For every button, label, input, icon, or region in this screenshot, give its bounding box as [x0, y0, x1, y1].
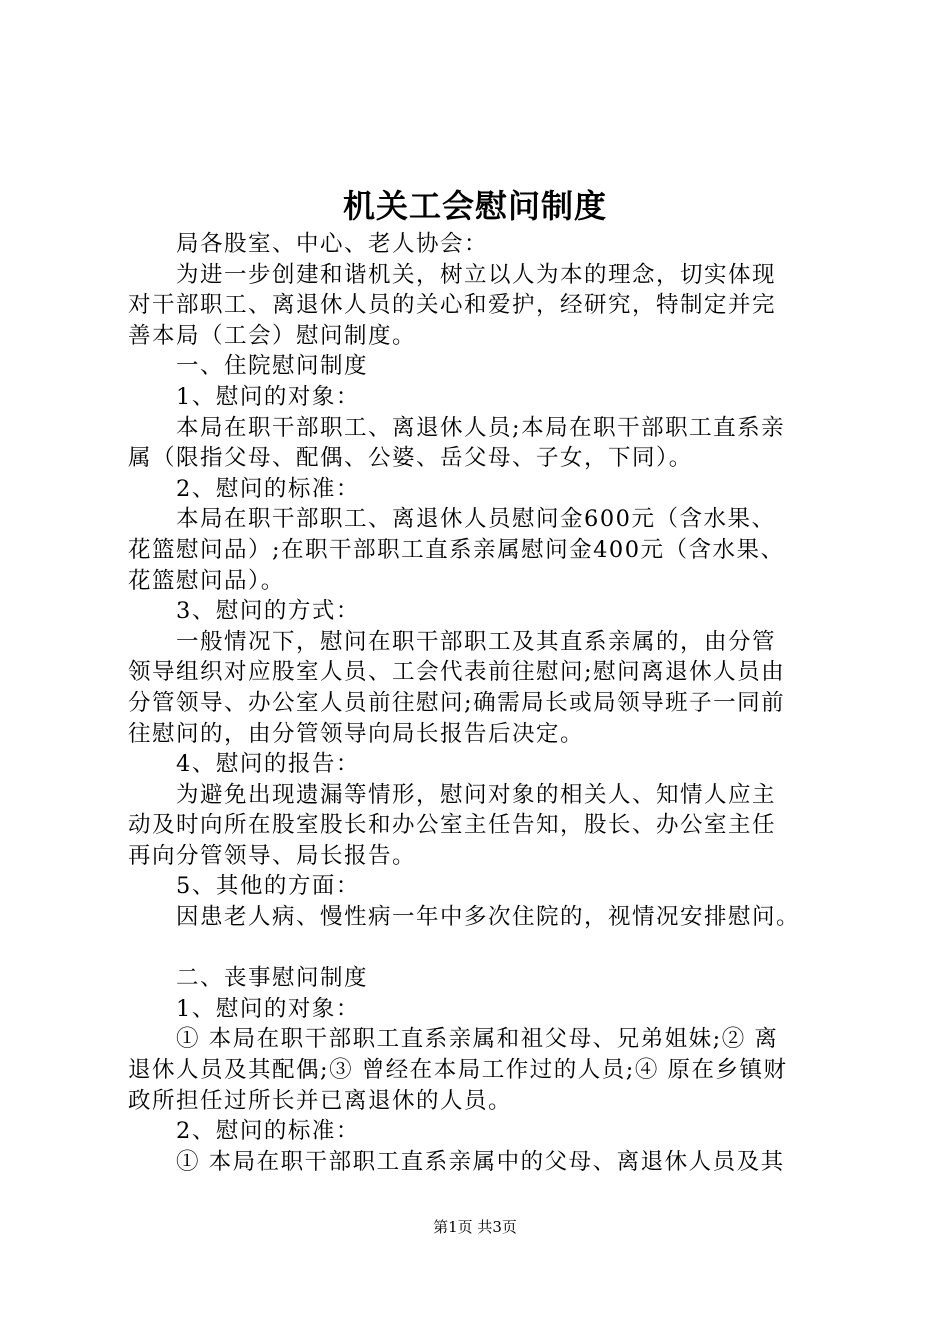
body-line: 一般情况下，慰问在职干部职工及其直系亲属的，由分管	[128, 628, 777, 655]
body-line: 因患老人病、慢性病一年中多次住院的，视情况安排慰问。	[128, 904, 801, 931]
body-line: 分管领导、办公室人员前往慰问;确需局长或局领导班子一同前	[128, 689, 786, 716]
body-line: 4、慰问的报告：	[128, 751, 360, 778]
body-line: 本局在职干部职工、离退休人员;本局在职干部职工直系亲	[128, 414, 786, 441]
body-line: 局各股室、中心、老人协会：	[128, 231, 489, 257]
body-line: 再向分管领导、局长报告。	[128, 842, 417, 869]
document-body	[128, 229, 840, 1177]
body-line: 退休人员及其配偶;③ 曾经在本局工作过的人员;④ 原在乡镇财	[128, 1057, 788, 1084]
body-line: 对干部职工、离退休人员的关心和爱护，经研究，特制定并完	[128, 292, 777, 319]
body-line: 领导组织对应股室人员、工会代表前往慰问;慰问离退休人员由	[128, 659, 786, 686]
body-line: 动及时向所在股室股长和办公室主任告知，股长、办公室主任	[128, 812, 777, 839]
body-line: 本局在职干部职工、离退休人员慰问金600元（含水果、	[128, 506, 776, 533]
body-line: 属（限指父母、配偶、公婆、岳父母、子女，下同）。	[128, 445, 693, 472]
body-line: 花篮慰问品）;在职干部职工直系亲属慰问金400元（含水果、	[128, 536, 785, 563]
body-line: 一、住院慰问制度	[128, 353, 369, 380]
body-line: 二、丧事慰问制度	[128, 965, 369, 992]
body-line: 政所担任过所长并已离退休的人员。	[128, 1087, 513, 1114]
body-line: 5、其他的方面：	[128, 873, 360, 900]
body-line: 1、慰问的对象：	[128, 995, 360, 1022]
body-line: 1、慰问的对象：	[128, 383, 360, 410]
body-line: 善本局（工会）慰问制度。	[128, 322, 417, 349]
body-line: 为进一步创建和谐机关，树立以人为本的理念，切实体现	[128, 261, 777, 288]
body-line: 2、慰问的标准：	[128, 1118, 360, 1145]
body-line: 往慰问的，由分管领导向局长报告后决定。	[128, 720, 585, 747]
body-line: 2、慰问的标准：	[128, 475, 360, 502]
blank-line	[128, 933, 840, 964]
body-line: ① 本局在职干部职工直系亲属和祖父母、兄弟姐妹;② 离	[128, 1026, 779, 1053]
body-line: 花篮慰问品）。	[128, 567, 285, 594]
body-line: 3、慰问的方式：	[128, 598, 360, 625]
body-line: ① 本局在职干部职工直系亲属中的父母、离退休人员及其	[128, 1148, 785, 1175]
page-footer: 第1页 共3页	[433, 1218, 517, 1236]
document-title: 机关工会慰问制度	[342, 187, 607, 225]
body-line: 为避免出现遗漏等情形，慰问对象的相关人、知情人应主	[128, 781, 777, 808]
